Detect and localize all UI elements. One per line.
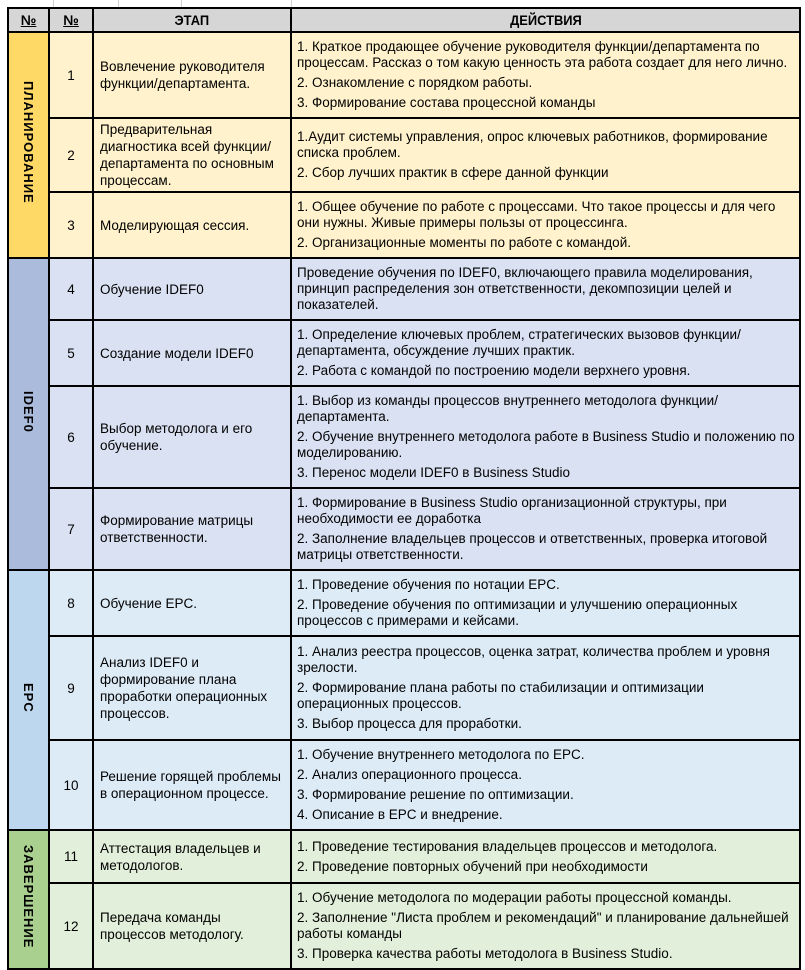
table-row xyxy=(8,118,800,192)
stage-cell: Предварительная диагностика всей функции/департамента по основным процессам. xyxy=(93,118,291,192)
gridline-tick xyxy=(118,0,119,7)
action-item: 2. Заполнение "Листа проблем и рекомендаций" и планирование дальнейшей работы команды xyxy=(297,910,789,941)
action-item: 1. Проведение тестирования владельцев процессов и методолога. xyxy=(297,838,718,854)
action-item: 3. Формирование решение по оптимизации. xyxy=(297,787,574,802)
table-row xyxy=(8,488,800,570)
action-item: 1. Выбор из команды процессов внутреннего методолога функции/департамента. xyxy=(297,393,718,424)
section-label-planning xyxy=(8,32,49,258)
action-item: 2. Проведение обучения по оптимизации и улучшению операционных процессов с примерами и кейсами. xyxy=(297,597,738,628)
row-number: 7 xyxy=(49,488,93,570)
row-number: 9 xyxy=(49,636,93,740)
stage-cell: Создание модели IDEF0 xyxy=(93,320,291,386)
table-row xyxy=(8,320,800,386)
action-item: 3. Проверка качества работы методолога в Business Studio. xyxy=(297,946,673,961)
actions-cell xyxy=(291,830,800,883)
action-item: 1. Обучение методолога по модерации работы процессной команды. xyxy=(297,890,732,905)
process-stages-table-wrapper xyxy=(7,7,801,970)
action-item: 1.Аудит системы управления, опрос ключевых работников, формирование списка проблем. xyxy=(297,129,768,160)
actions-cell xyxy=(291,740,800,830)
row-number: 12 xyxy=(49,883,93,969)
table-row xyxy=(8,570,800,636)
stage-cell: Вовлечение руководителя функции/департамента. xyxy=(93,32,291,118)
actions-cell xyxy=(291,32,800,118)
actions-cell xyxy=(291,320,800,386)
header-actions-col: ДЕЙСТВИЯ xyxy=(291,8,800,32)
row-number: 5 xyxy=(49,320,93,386)
stage-cell: Выбор методолога и его обучение. xyxy=(93,386,291,488)
action-item: 2. Сбор лучших практик в сфере данной функции xyxy=(297,165,609,180)
process-stages-table xyxy=(7,7,801,970)
action-item: 2. Организационные моменты по работе с командой. xyxy=(297,235,631,250)
gridline-tick xyxy=(291,0,292,7)
action-item: 2. Заполнение владельцев процессов и ответственных, проверка итоговой матрицы ответственности. xyxy=(297,531,768,562)
section-label-final xyxy=(8,830,49,969)
table-row xyxy=(8,830,800,883)
table-row xyxy=(8,883,800,969)
stage-cell: Обучение EPC. xyxy=(93,570,291,636)
action-item: 1. Общее обучение по работе с процессами. Что такое процессы и для чего они нужны. Живые примеры пользы от процессинга. xyxy=(297,199,776,230)
section-label-text: IDEF0 xyxy=(21,390,36,433)
actions-cell xyxy=(291,118,800,192)
stage-cell: Обучение IDEF0 xyxy=(93,258,291,320)
table-row xyxy=(8,32,800,118)
action-item: 3. Перенос модели IDEF0 в Business Studio xyxy=(297,465,571,480)
header-row xyxy=(8,8,800,32)
stage-cell: Аттестация владельцев и методологов. xyxy=(93,830,291,883)
table-row xyxy=(8,740,800,830)
action-item: 2. Ознакомление с порядком работы. xyxy=(297,75,533,90)
row-number: 3 xyxy=(49,192,93,258)
gridline-tick xyxy=(181,0,182,7)
row-number: 8 xyxy=(49,570,93,636)
actions-cell xyxy=(291,570,800,636)
action-item: 3. Выбор процесса для проработки. xyxy=(297,716,522,731)
table-row xyxy=(8,386,800,488)
stage-cell: Формирование матрицы ответственности. xyxy=(93,488,291,570)
action-item: 2. Обучение внутреннего методолога работе в Business Studio и положению по моделированию. xyxy=(297,429,795,460)
header-num-col: № xyxy=(49,8,93,32)
action-item: 4. Описание в EPC и внедрение. xyxy=(297,807,503,822)
action-item: Проведение обучения по IDEF0, включающего правила моделирования, принцип распределения зон ответственности, декомпозиции целей и показателей. xyxy=(297,265,753,312)
row-number: 10 xyxy=(49,740,93,830)
section-label-text: ЗАВЕРШЕНИЕ xyxy=(21,845,36,949)
actions-cell xyxy=(291,488,800,570)
row-number: 6 xyxy=(49,386,93,488)
stage-cell: Решение горящей проблемы в операционном процессе. xyxy=(93,740,291,830)
section-label-epc xyxy=(8,570,49,830)
action-item: 2. Формирование плана работы по стабилизации и оптимизации операционных процессов. xyxy=(297,680,704,711)
table-row xyxy=(8,636,800,740)
row-number: 2 xyxy=(49,118,93,192)
actions-cell xyxy=(291,258,800,320)
section-label-text: ПЛАНИРОВАНИЕ xyxy=(21,81,36,204)
action-item: 1. Обучение внутреннего методолога по EPC. xyxy=(297,747,585,762)
section-label-text: EPC xyxy=(21,682,36,713)
action-item: 1. Краткое продающее обучение руководителя функции/департамента по процессам. Рассказ о том какую ценность эта работа создает для него лично. xyxy=(297,39,788,70)
action-item: 2. Анализ операционного процесса. xyxy=(297,767,522,782)
header-stage-col: ЭТАП xyxy=(93,8,291,32)
stage-cell: Передача команды процессов методологу. xyxy=(93,883,291,969)
actions-cell xyxy=(291,386,800,488)
action-item: 1. Определение ключевых проблем, стратегических вызовов функции/департамента, обсуждение лучших практик. xyxy=(297,327,741,358)
gridline-tick xyxy=(53,0,54,7)
table-row xyxy=(8,258,800,320)
action-item: 2. Работа с командой по построению модели верхнего уровня. xyxy=(297,363,691,378)
stage-cell: Моделирующая сессия. xyxy=(93,192,291,258)
row-number: 1 xyxy=(49,32,93,118)
action-item: 1. Формирование в Business Studio организационной структуры, при необходимости ее доработка xyxy=(297,495,727,526)
actions-cell xyxy=(291,636,800,740)
row-number: 4 xyxy=(49,258,93,320)
actions-cell xyxy=(291,883,800,969)
action-item: 3. Формирование состава процессной команды xyxy=(297,95,596,110)
row-number: 11 xyxy=(49,830,93,883)
action-item: 1. Анализ реестра процессов, оценка затрат, количества проблем и уровня зрелости. xyxy=(297,644,770,675)
actions-cell xyxy=(291,192,800,258)
table-row xyxy=(8,192,800,258)
stage-cell: Анализ IDEF0 и формирование плана проработки операционных процессов. xyxy=(93,636,291,740)
action-item: 1. Проведение обучения по нотации EPC. xyxy=(297,577,560,592)
header-section-col: № xyxy=(8,8,49,32)
action-item: 2. Проведение повторных обучений при необходимости xyxy=(297,858,648,874)
section-label-idef0 xyxy=(8,258,49,570)
